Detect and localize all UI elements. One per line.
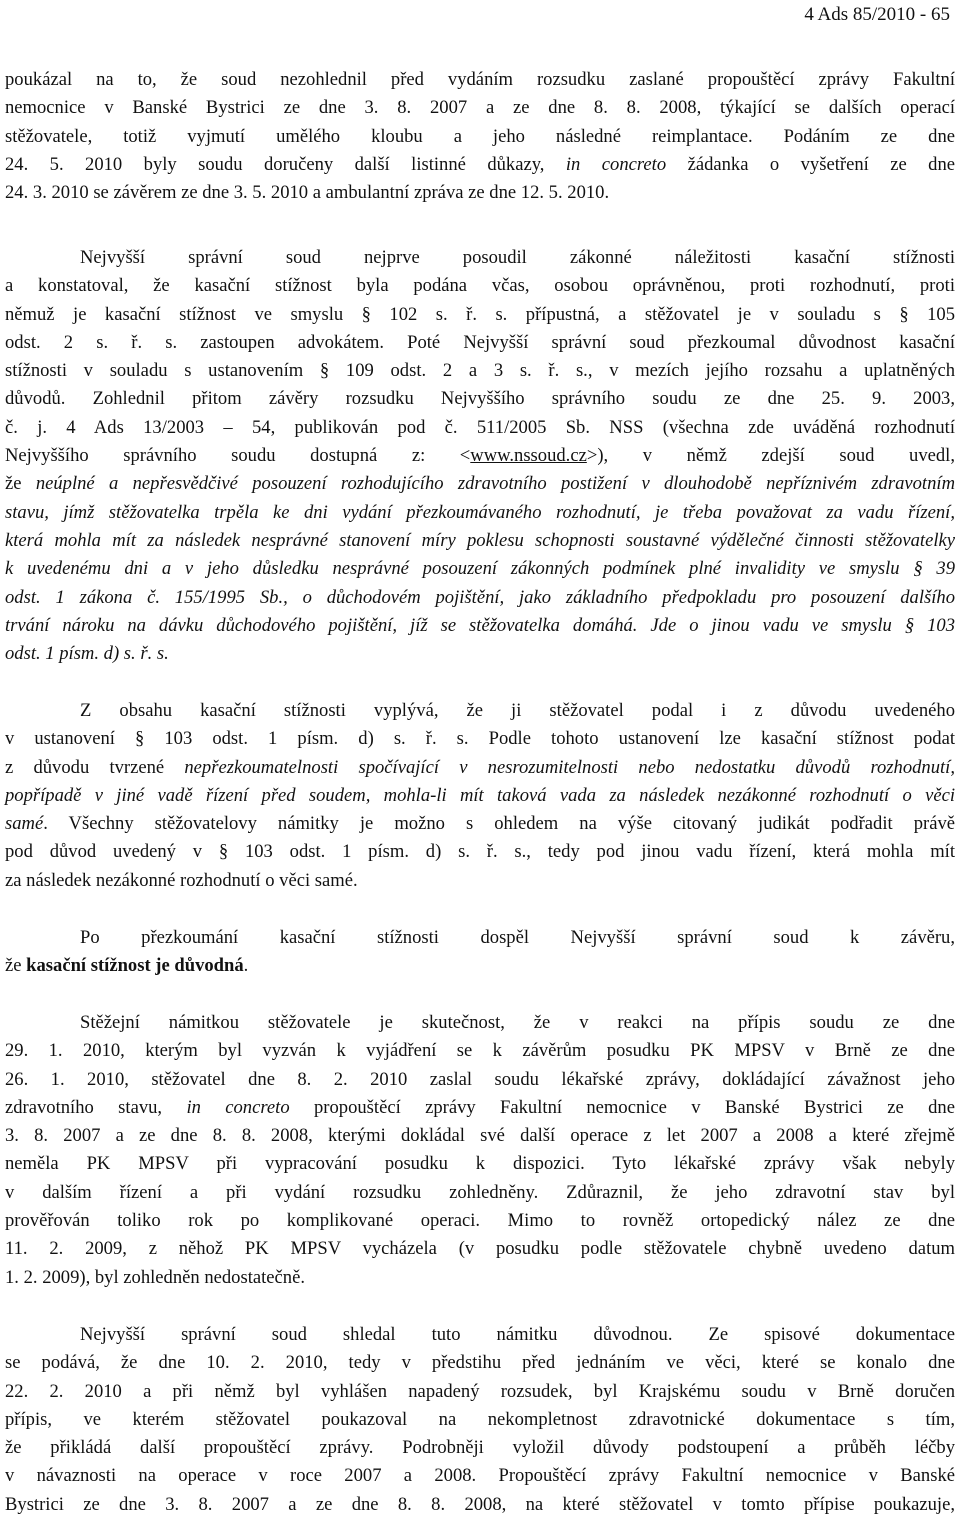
text-line: 29. 1. 2010, kterým byl vyzván k vyjádření se k závěrům posudku PK MPSV v Brně ze dne xyxy=(5,1040,955,1062)
italic-quote: neúplné a nepřesvědčivé posouzení rozhodujícího zdravotního postižení v dlouhodobě nepříznivém zdravotním xyxy=(35,473,955,495)
text-line: 11. 2. 2009, z něhož PK MPSV vycházela (v posudku podle stěžovatele chybně uvedeno datum xyxy=(5,1238,955,1260)
text-line: zdravotního stavu, in concreto propouštěcí zprávy Fakultní nemocnice v Banské Bystrici ze dne xyxy=(5,1096,955,1118)
text-line: trvání nároku na dávku důchodového pojištění, jíž se stěžovatelka domáhá. Jde o jinou vadu ve smyslu § 103 xyxy=(5,614,955,636)
text-line: odst. 1 zákona č. 155/1995 Sb., o důchodovém pojištění, jako základního předpokladu pro posouzení dalšího xyxy=(5,586,956,608)
section-sign: § xyxy=(899,303,909,325)
paragraph-2 xyxy=(5,244,955,668)
text-line: že neúplné a nepřesvědčivé posouzení rozhodujícího zdravotního postižení v dlouhodobě nepříznivém zdravotním xyxy=(5,473,955,495)
italic-phrase: in concreto xyxy=(565,153,667,175)
text-line: 24. 3. 2010 se závěrem ze dne 3. 5. 2010 a ambulantní zpráva ze dne 12. 5. 2010. xyxy=(5,182,610,204)
text-line: stěžovatele, totiž vyjmutí umělého kloubu a jeho následné reimplantace. Podáním ze dne xyxy=(5,125,955,147)
text-line: se podává, že dne 10. 2. 2010, tedy v předstihu před jednáním ve věci, které se konalo dne xyxy=(5,1352,955,1374)
text-line: stavu, jímž stěžovatelka trpěla ke dni vydání přezkoumávaného rozhodnutí, je třeba považovat za vadu řízení, xyxy=(5,501,955,523)
text-line: odst. 1 písm. d) s. ř. s. xyxy=(5,643,169,665)
text-line: 22. 2. 2010 a při němž byl vyhlášen napadený rozsudek, byl Krajskému soudu v Brně doručen xyxy=(5,1380,955,1402)
nssoud-link[interactable]: www.nssoud.cz xyxy=(470,445,587,467)
paragraph-5 xyxy=(5,1009,955,1292)
text-line: z důvodu tvrzené nepřezkoumatelnosti spočívající v nesrozumitelnosti nebo nedostatku důvodů rozhodnutí, xyxy=(5,756,955,778)
text-line: přípis, ve kterém stěžovatel poukazoval na nekompletnost zdravotnické dokumentace s tím, xyxy=(5,1408,955,1430)
paragraph-1 xyxy=(5,66,955,207)
section-sign: § xyxy=(361,303,371,325)
section-sign: § xyxy=(218,841,229,863)
paragraph-6 xyxy=(5,1321,955,1519)
text-line: 3. 8. 2007 a ze dne 8. 8. 2008, kterými dokládal své další operace z let 2007 a 2008 a které zřejmě xyxy=(5,1125,955,1147)
text-line: Z obsahu kasační stížnosti vyplývá, že ji stěžovatel podal i z důvodu uvedeného xyxy=(80,700,955,721)
text-line: a konstatoval, že kasační stížnost byla podána včas, osobou oprávněnou, proti rozhodnutí, proti xyxy=(5,275,955,297)
text-line: neměla PK MPSV při vypracování posudku k dispozici. Tyto lékařské zprávy však nebyly xyxy=(5,1153,955,1175)
text-line: v ustanovení § 103 odst. 1 písm. d) s. ř. s. Podle tohoto ustanovení lze kasační stížnost podat xyxy=(5,728,956,750)
text-line: poukázal na to, že soud nezohlednil před vydáním rozsudku zaslané propouštěcí zprávy Fakultní xyxy=(5,69,955,90)
text-line: němuž je kasační stížnost ve smyslu § 102 s. ř. s. přípustná, a stěžovatel je v souladu s § 105 xyxy=(5,303,956,325)
italic-phrase: nepřezkoumatelnosti spočívající v nesrozumitelnosti nebo nedostatku důvodů rozhodnutí, xyxy=(184,756,955,778)
text-line: Nejvyšší správní soud shledal tuto námitku důvodnou. Ze spisové dokumentace xyxy=(80,1324,955,1345)
text-line: Stěžejní námitkou stěžovatele je skutečnost, že v reakci na přípis soudu ze dne xyxy=(80,1012,955,1033)
text-line: 1. 2. 2009), byl zohledněn nedostatečně. xyxy=(5,1266,305,1288)
text-line: důvodů. Zohlednil přitom závěry rozsudku Nejvyššího správního soudu ze dne 25. 9. 2003, xyxy=(5,388,955,410)
text-line: stížnosti v souladu s ustanovením § 109 odst. 2 a 3 s. ř. s., v mezích jejího rozsahu a uplatněných xyxy=(5,360,955,382)
text-line: v návaznosti na operace v roce 2007 a 2008. Propouštěcí zprávy Fakultní nemocnice v Banské xyxy=(5,1465,955,1487)
text-line: odst. 2 s. ř. s. zastoupen advokátem. Poté Nejvyšší správní soud přezkoumal důvodnost kasační xyxy=(5,331,955,353)
text-line: k uvedenému dni a v jeho důsledku nesprávné posouzení zákonných podmínek plné invalidity ve smyslu § 39 xyxy=(5,558,955,580)
text-line: v dalším řízení a při vydání rozsudku zohledněny. Zdůraznil, že jeho zdravotní stav byl xyxy=(5,1181,955,1203)
italic-phrase: in concreto xyxy=(186,1096,290,1118)
text-line: 24. 5. 2010 byly soudu doručeny další listinné důkazy, in concreto žádanka o vyšetření ze dne xyxy=(5,153,956,175)
paragraph-4 xyxy=(5,924,955,981)
text-line: za následek nezákonné rozhodnutí o věci samé. xyxy=(5,869,358,891)
section-sign: § xyxy=(904,614,915,636)
case-reference: 4 Ads 85/2010 - 65 xyxy=(804,4,950,25)
paragraph-3 xyxy=(5,697,955,895)
text-line: Nejvyššího správního soudu dostupná z: <www.nssoud.cz>), v němž zdejší soud uvedl, xyxy=(5,445,955,467)
bold-conclusion: kasační stížnost je důvodná xyxy=(26,955,244,977)
text-line: že kasační stížnost je důvodná. xyxy=(5,955,249,977)
text-line: Nejvyšší správní soud nejprve posoudil zákonné náležitosti kasační stížnosti xyxy=(80,247,955,268)
text-line: která mohla mít za následek nesprávné stanovení míry poklesu schopnosti soustavné výdělečné činnosti stěžovatelky xyxy=(5,529,955,551)
text-line: nemocnice v Banské Bystrici ze dne 3. 8. 2007 a ze dne 8. 8. 2008, týkající se dalších operací xyxy=(5,97,955,119)
text-line: Po přezkoumání kasační stížnosti dospěl Nejvyšší správní soud k závěru, xyxy=(80,927,955,948)
text-line: č. j. 4 Ads 13/2003 – 54, publikován pod č. 511/2005 Sb. NSS (všechna zde uváděná rozhodnutí xyxy=(5,416,955,438)
section-sign: § xyxy=(913,558,923,580)
text-line: samé. Všechny stěžovatelovy námitky je možno s ohledem na výše citovaný judikát podřadit právě xyxy=(5,813,955,835)
text-line: popřípadě v jiné vadě řízení před soudem, mohla-li mít taková vada za následek nezákonné rozhodnutí o věci xyxy=(5,784,955,806)
text-line: pod důvod uvedený v § 103 odst. 1 písm. d) s. ř. s., tedy pod jinou vadu řízení, která mohla mít xyxy=(5,841,955,863)
text-line: že přikládá další propouštěcí zprávy. Podrobněji vyložil důvody podstoupení a průběh léčby xyxy=(5,1437,955,1459)
section-sign: § xyxy=(319,360,330,382)
section-sign: § xyxy=(135,728,145,750)
text-line: prověřován toliko rok po komplikované operaci. Mimo to rovněž ortopedický nález ze dne xyxy=(5,1210,955,1232)
text-line: 26. 1. 2010, stěžovatel dne 8. 2. 2010 zaslal soudu lékařské zprávy, dokládající závažnost jeho xyxy=(5,1068,955,1090)
text-line: Bystrici ze dne 3. 8. 2007 a ze dne 8. 8. 2008, na které stěžovatel v tomto přípise poukazuje, xyxy=(5,1493,955,1515)
